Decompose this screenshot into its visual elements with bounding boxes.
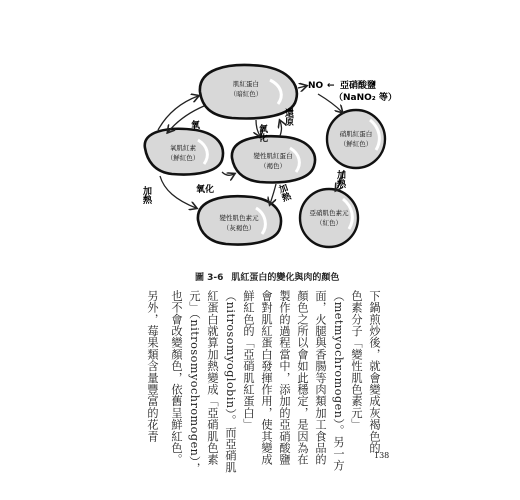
label-heat-b: 加熱 bbox=[275, 182, 292, 204]
label-nitrite-formula: （NaNO₂ 等） bbox=[334, 93, 397, 103]
body-column-11: 元」（nitrosomyochromogen）， bbox=[188, 290, 201, 475]
metmyoglobin-color: （褐色） bbox=[260, 162, 286, 170]
oxymyoglobin-color: （鮮紅色） bbox=[166, 154, 200, 162]
label-no-arrow: ← bbox=[327, 81, 335, 91]
node-metmyoglobin bbox=[232, 136, 315, 182]
body-column-8: 鮮紅色的「亞硝肌紅蛋白」 bbox=[242, 290, 255, 431]
label-oxygenate: 氧 bbox=[191, 121, 201, 131]
nitrosomyoglobin-color: （鮮紅色） bbox=[339, 140, 373, 148]
figure-number: 圖 3-6 bbox=[195, 273, 224, 283]
oxymyoglobin-label: 氧肌紅素 bbox=[170, 144, 196, 152]
metmyoglobin-label: 變性肌紅蛋白 bbox=[253, 152, 293, 160]
myoglobin-color: （暗紅色） bbox=[229, 90, 263, 98]
node-nitrosomyochromogen bbox=[300, 189, 358, 247]
body-column-3: （metmyochromogen）。另一方 bbox=[332, 290, 345, 472]
body-column-1: 下鍋煎炒後，就會變成灰褐色的 bbox=[368, 290, 381, 454]
body-column-4: 面，火腿與香腸等肉類加工食品的 bbox=[314, 290, 327, 466]
body-column-7: 會對肌紅蛋白發揮作用，使其變成 bbox=[260, 290, 273, 466]
node-metmyochromogen bbox=[198, 196, 281, 244]
body-column-5: 顏色之所以會如此穩定，是因為在 bbox=[296, 290, 309, 466]
figure-title: 肌紅蛋白的變化與肉的顏色 bbox=[231, 273, 340, 283]
metmyochromogen-label: 變性肌色素元 bbox=[219, 214, 259, 222]
label-no: NO bbox=[308, 81, 324, 91]
page-number: 138 bbox=[374, 451, 390, 460]
label-heat-c: 加熱 bbox=[335, 170, 345, 188]
node-oxymyoglobin bbox=[145, 129, 223, 175]
nitrosomyoglobin-label: 硝肌紅蛋白 bbox=[339, 130, 373, 138]
label-oxidize-b: 氧化 bbox=[196, 185, 215, 195]
arrow-oxidize-b bbox=[222, 172, 234, 175]
arrow-heat-a bbox=[160, 176, 196, 208]
body-column-12: 也不會改變顏色，依舊呈鮮紅色。 bbox=[170, 290, 183, 466]
body-column-6: 製作的過程當中，添加的亞硝酸鹽 bbox=[278, 290, 291, 466]
figure-caption bbox=[195, 270, 339, 283]
arrow-reduce-to-myo bbox=[280, 121, 282, 136]
arrow-myo-to-no bbox=[298, 86, 306, 88]
myoglobin-label: 肌紅蛋白 bbox=[233, 80, 259, 88]
nitrosomyochromogen-color: （紅色） bbox=[316, 219, 342, 227]
body-column-9: （nitrosomyoglobin）。而亞硝肌 bbox=[224, 290, 237, 474]
body-column-2: 色素分子「變性肌色素元」 bbox=[350, 290, 363, 431]
label-nitrite: 亞硝酸鹽 bbox=[340, 81, 377, 91]
label-reduce: 還原 bbox=[283, 108, 293, 126]
metmyochromogen-color: （灰褐色） bbox=[222, 224, 256, 232]
body-column-10: 紅蛋白就算加熱變成「亞硝肌色素 bbox=[206, 290, 219, 466]
body-column-13: 另外，莓果類含量豐富的花青 bbox=[146, 290, 159, 443]
label-oxidize-a: 氧化 bbox=[257, 124, 267, 142]
nitrosomyochromogen-label: 亞硝肌色素元 bbox=[309, 209, 349, 217]
node-nitrosomyoglobin bbox=[327, 110, 385, 168]
label-heat-a: 加熱 bbox=[141, 186, 151, 204]
